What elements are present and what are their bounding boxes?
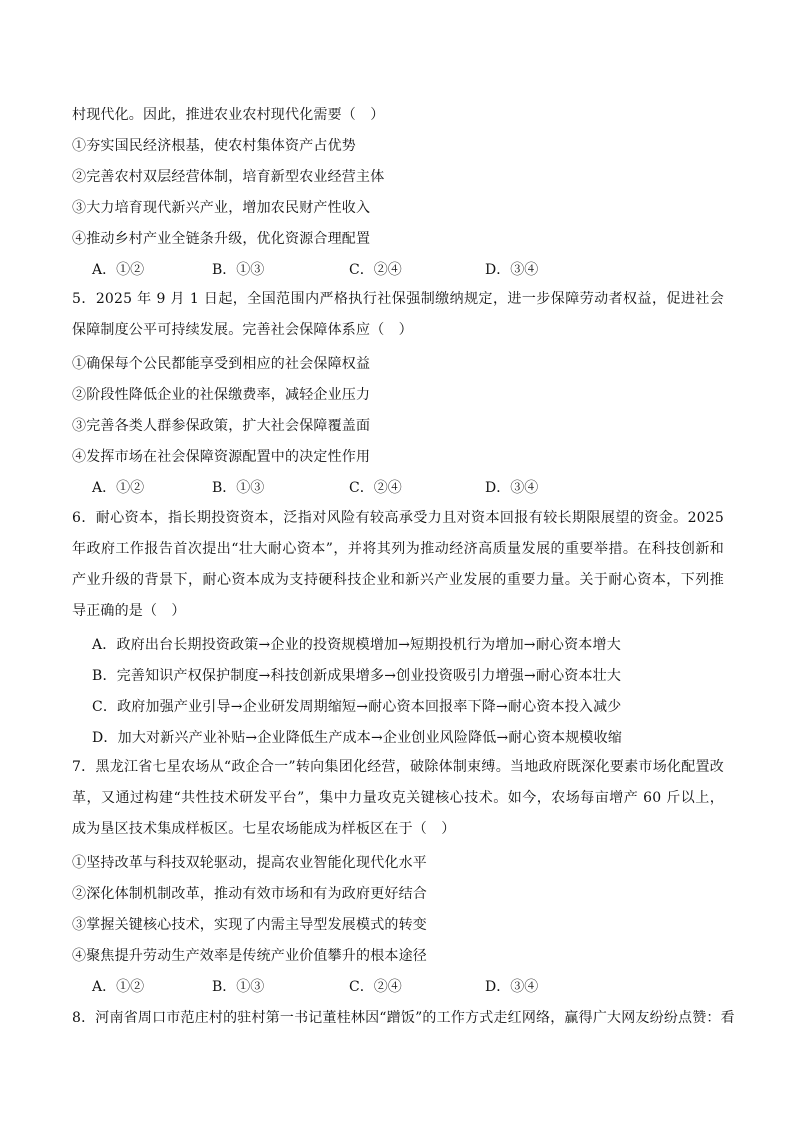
q7-choice-c: C．②④ xyxy=(349,979,402,995)
q4-option-4: ④推动乡村产业全链条升级，优化资源合理配置 xyxy=(72,231,371,247)
q7-option-2: ②深化体制机制改革，推动有效市场和有为政府更好结合 xyxy=(72,886,427,902)
q6-option-d: D．加大对新兴产业补贴→企业降低生产成本→企业创业风险降低→耐心资本规模收缩 xyxy=(92,730,623,746)
q6-option-c: C．政府加强产业引导→企业研发周期缩短→耐心资本回报率下降→耐心资本投入减少 xyxy=(92,699,622,715)
q6-stem: 6．耐心资本，指长期投资资本，泛指对风险有较高承受力且对资本回报有较长期限展望的资金。2025 年政府工作报告首次提出“壮大耐心资本”，并将其列为推动经济高质量发展的重要举措。在科技创新和产业升级的背景下，耐心资本成为支持硬科技企业和新兴产业发展的重要力量。关于耐心资本，下列推导正确的是（ ） xyxy=(72,510,724,619)
q7-choices xyxy=(92,978,692,996)
q5-option-2: ②阶段性降低企业的社保缴费率，减轻企业压力 xyxy=(72,387,371,403)
q7-option-1: ①坚持改革与科技双轮驱动，提高农业智能化现代化水平 xyxy=(72,855,427,871)
q4-choice-d: D．③④ xyxy=(485,262,539,278)
q5-stem: 5．2025 年 9 月 1 日起，全国范围内严格执行社保强制缴纳规定，进一步保障劳动者权益，促进社会保障制度公平可持续发展。完善社会保障体系应（ ） xyxy=(72,291,724,338)
q4-option-1: ①夯实国民经济根基，使农村集体资产占优势 xyxy=(72,138,356,154)
q7-choice-d: D．③④ xyxy=(485,979,539,995)
q7-stem: 7．黑龙江省七星农场从“政企合一”转向集团化经营，破除体制束缚。当地政府既深化要素市场化配置改革，又通过构建“共性技术研发平台”，集中力量攻克关键核心技术。如今，农场每亩增产 60 斤以上，成为垦区技术集成样板区。七星农场能成为样板区在于（ ） xyxy=(72,759,724,837)
q4-choices xyxy=(92,261,692,279)
q5-option-3: ③完善各类人群参保政策，扩大社会保障覆盖面 xyxy=(72,418,371,434)
q4-option-2: ②完善农村双层经营体制，培育新型农业经营主体 xyxy=(72,169,385,185)
q4-choice-c: C．②④ xyxy=(349,262,402,278)
q5-option-4: ④发挥市场在社会保障资源配置中的决定性作用 xyxy=(72,449,371,465)
q5-choice-b: B．①③ xyxy=(212,480,265,496)
q5-choice-d: D．③④ xyxy=(485,480,539,496)
q4-option-3: ③大力培育现代新兴产业，增加农民财产性收入 xyxy=(72,200,371,216)
q4-choice-b: B．①③ xyxy=(212,262,265,278)
q4-choice-a: A．①② xyxy=(92,262,145,278)
q6-option-b: B．完善知识产权保护制度→科技创新成果增多→创业投资吸引力增强→耐心资本壮大 xyxy=(92,668,622,684)
q7-choice-a: A．①② xyxy=(92,979,145,995)
q5-option-1: ①确保每个公民都能享受到相应的社会保障权益 xyxy=(72,356,371,372)
q5-choice-a: A．①② xyxy=(92,480,145,496)
q7-option-3: ③掌握关键核心技术，实现了内需主导型发展模式的转变 xyxy=(72,917,427,933)
q4-stem: 村现代化。因此，推进农业农村现代化需要（ ） xyxy=(72,107,385,123)
q7-choice-b: B．①③ xyxy=(212,979,265,995)
q7-option-4: ④聚焦提升劳动生产效率是传统产业价值攀升的根本途径 xyxy=(72,948,427,964)
q8-stem: 8．河南省周口市范庄村的驻村第一书记董桂林因“蹭饭”的工作方式走红网络，赢得广大网友纷纷点赞：看 xyxy=(72,1010,735,1026)
q5-choice-c: C．②④ xyxy=(349,480,402,496)
q6-option-a: A．政府出台长期投资政策→企业的投资规模增加→短期投机行为增加→耐心资本增大 xyxy=(92,637,621,653)
q5-choices xyxy=(92,479,692,497)
